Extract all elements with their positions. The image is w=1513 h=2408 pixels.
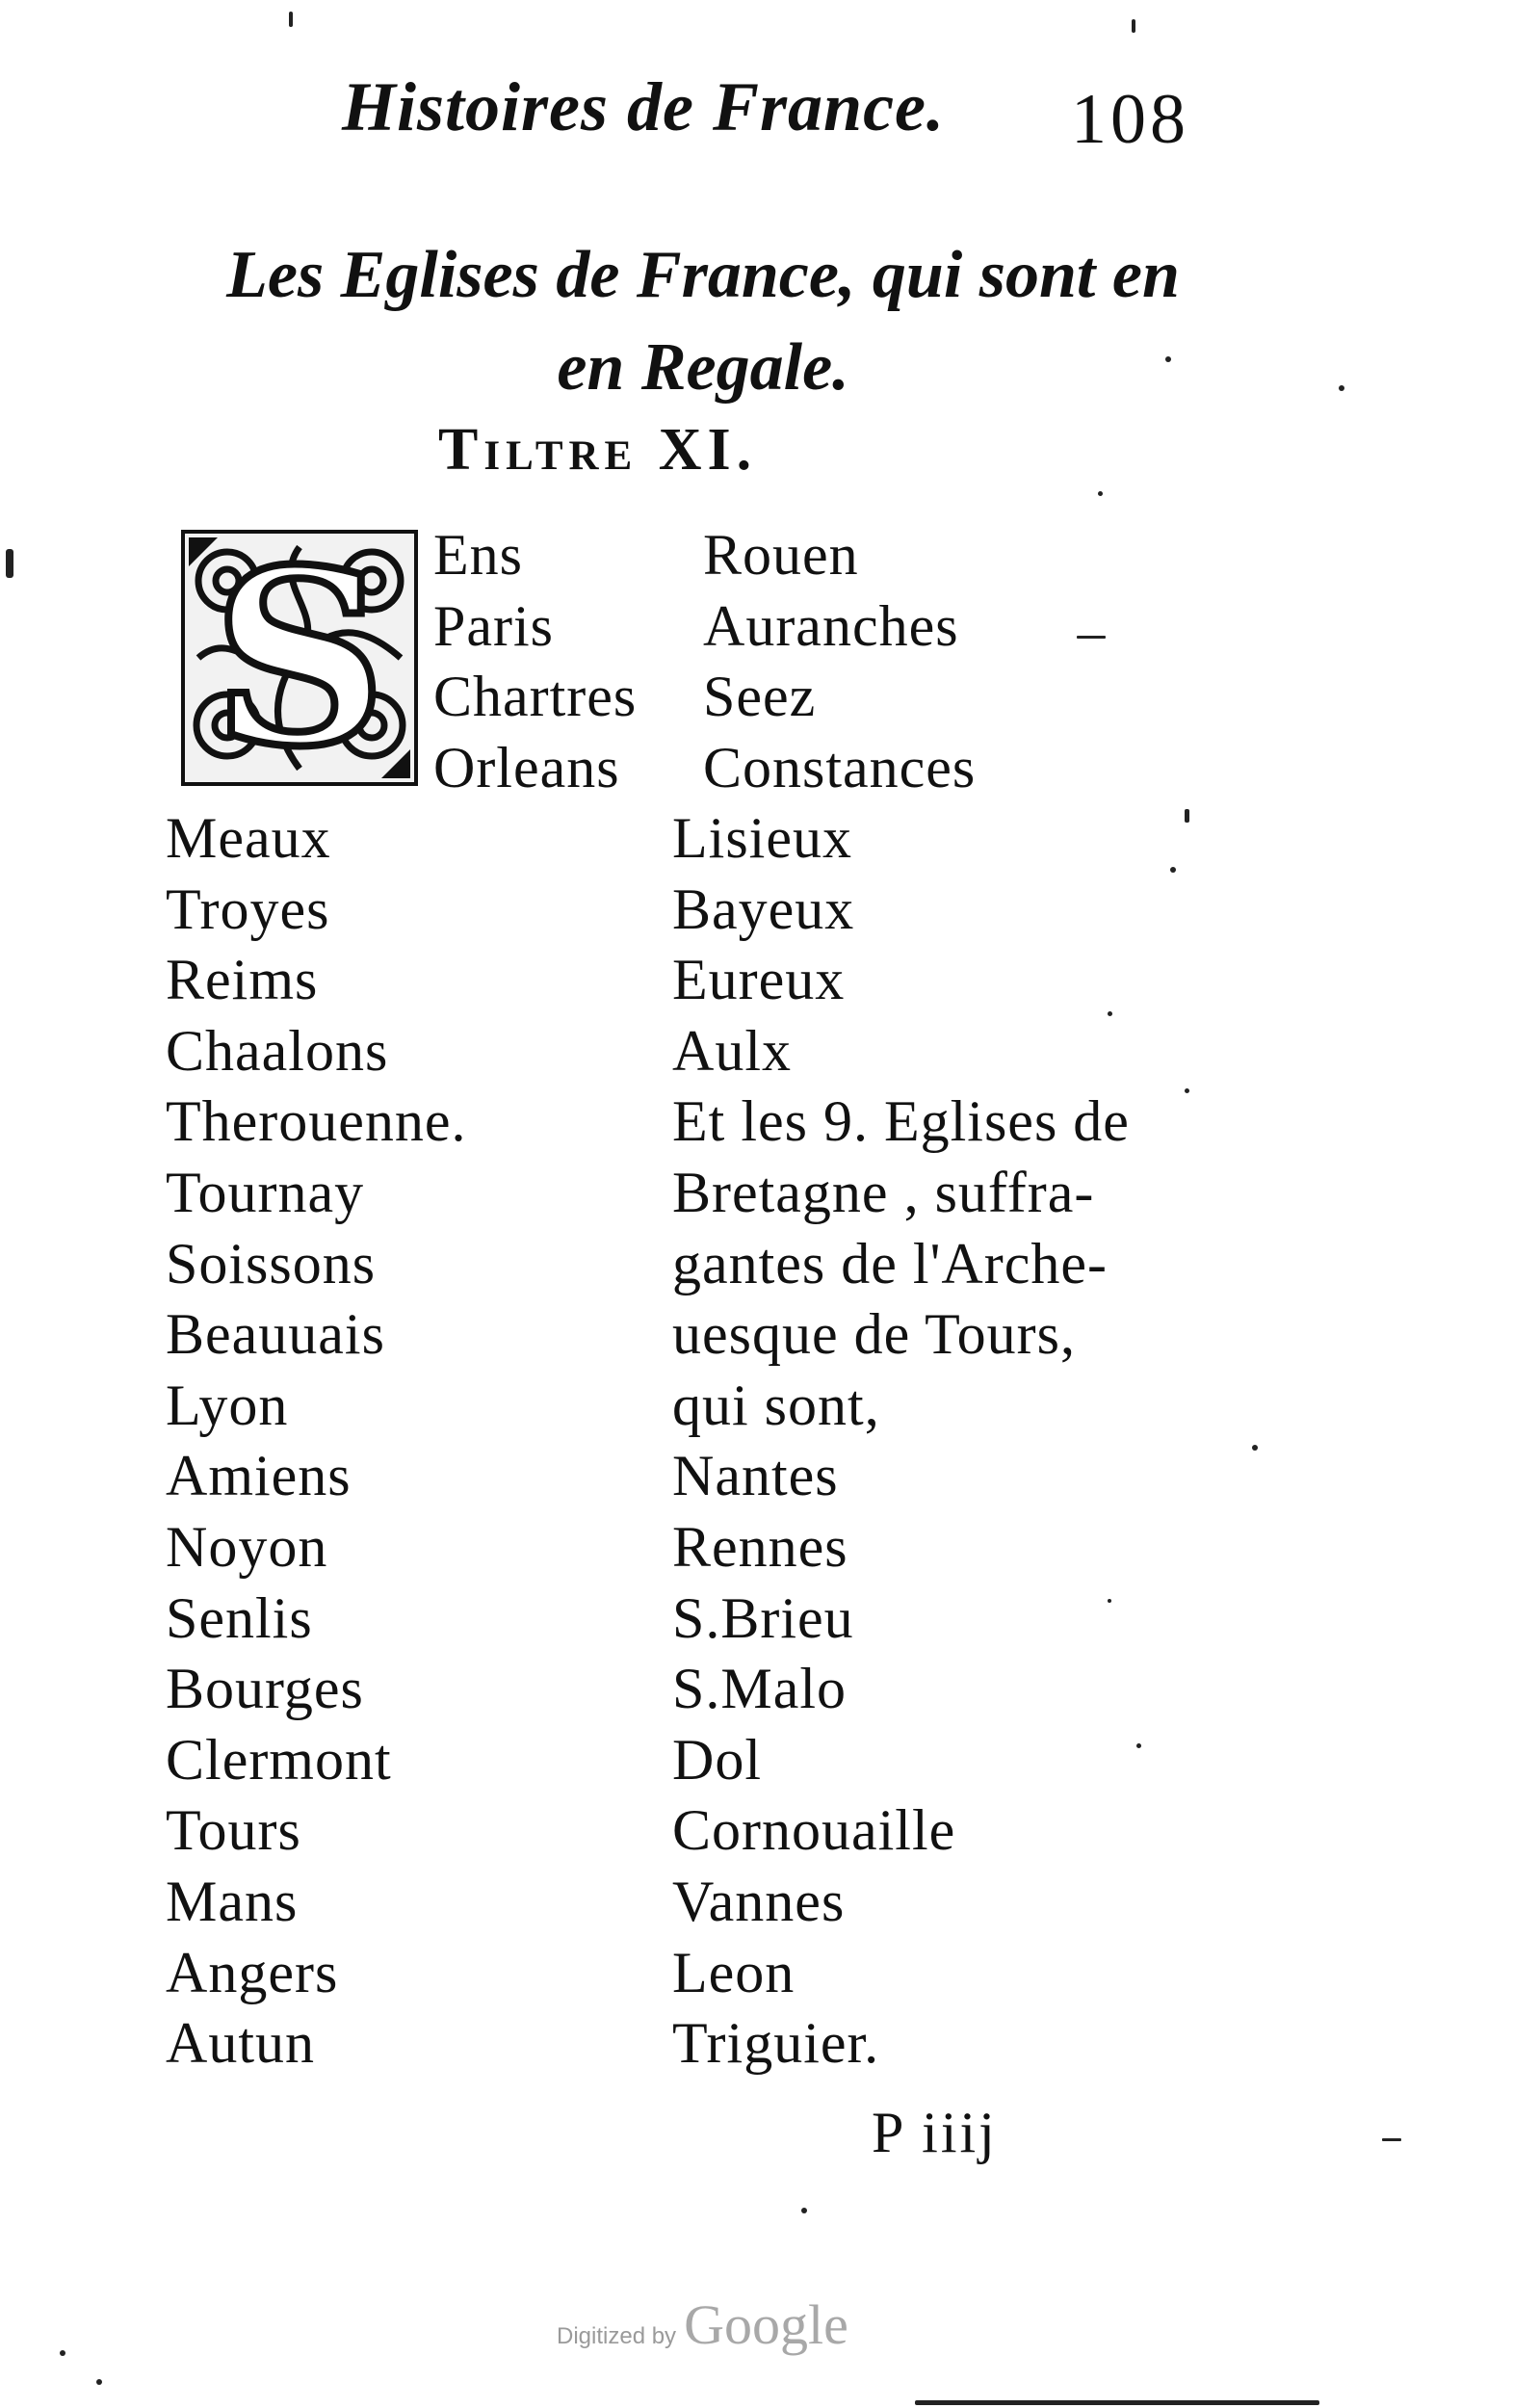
print-speck [801,2208,807,2213]
list-item: Rouen [703,523,859,587]
print-speck [1108,1011,1112,1016]
list-item: Autun [166,2011,315,2076]
running-title: Histoires de France. [342,68,945,145]
list-item: Seez [703,665,817,729]
list-item: qui sont, [672,1373,880,1437]
list-item: Tournay [166,1160,365,1224]
page-number: 108 [1071,80,1189,159]
list-item: Auranches [703,593,959,658]
list-item: Ens [433,523,523,587]
section-title-line-1: Les Eglises de France, qui sont en [226,238,1180,312]
list-item: Nantes [672,1444,839,1508]
print-speck [1339,385,1344,391]
list-item: Lisieux [672,806,852,870]
list-item: Lyon [166,1373,289,1437]
signature-mark: P iiij [872,2101,998,2164]
google-logo: Google [684,2293,848,2356]
print-speck [1132,19,1135,33]
print-speck [1136,1743,1141,1748]
watermark-prefix: Digitized by [557,2323,677,2349]
list-item: Meaux [166,806,331,870]
print-speck [60,2350,65,2356]
print-speck [1382,2138,1401,2141]
print-speck [6,549,13,578]
section-title [222,229,1185,414]
ornamental-drop-cap [179,516,420,799]
list-item: Leon [672,1940,796,2004]
print-speck [1098,491,1103,496]
print-speck [1185,809,1189,823]
list-item: Therouenne. [166,1089,467,1154]
list-item: Bayeux [672,877,855,941]
print-speck [1252,1445,1258,1451]
list-right-top [703,520,976,803]
list-item: Soissons [166,1231,377,1296]
print-speck [1108,1599,1111,1603]
digitized-watermark [557,2292,848,2357]
list-item: Tours [166,1798,301,1863]
list-right [672,803,1130,2080]
list-left-top [433,520,637,803]
print-speck [1077,636,1106,639]
list-left [166,803,467,2080]
section-title-line-2: en Regale. [557,330,849,405]
list-item: Troyes [166,877,330,941]
list-item: S.Malo [672,1657,848,1721]
list-item: Bourges [166,1657,364,1721]
list-item: uesque de Tours, [672,1302,1076,1367]
titre-heading: Tiltre XI. [438,417,758,483]
print-speck [1170,867,1176,873]
list-item: Et les 9. Eglises de [672,1089,1130,1154]
list-item: Clermont [166,1727,392,1792]
list-item: Senlis [166,1585,313,1650]
list-item: Cornouaille [672,1798,956,1863]
list-item: S.Brieu [672,1585,854,1650]
list-item: Chaalons [166,1018,389,1083]
print-speck [1185,1088,1189,1093]
list-item: Orleans [433,735,620,799]
list-item: Chartres [433,665,638,729]
list-item: Eureux [672,948,846,1012]
list-item: Vannes [672,1869,846,1933]
drop-cap-letter: S [212,516,387,799]
list-item: Aulx [672,1018,792,1083]
list-item: Constances [703,735,977,799]
list-item: Bretagne , suffra- [672,1160,1095,1224]
print-speck [1165,356,1171,362]
list-item: Noyon [166,1514,328,1579]
list-item: gantes de l'Arche- [672,1231,1108,1296]
list-item: Amiens [166,1444,352,1508]
list-item: Beauuais [166,1302,385,1367]
list-item: Angers [166,1940,339,2004]
print-speck [96,2379,102,2385]
list-item: Rennes [672,1514,848,1579]
list-item: Dol [672,1727,762,1792]
print-speck [915,2400,1319,2405]
print-speck [289,12,293,27]
list-item: Triguier. [672,2011,880,2076]
list-item: Paris [433,593,554,658]
list-item: Mans [166,1869,299,1933]
list-item: Reims [166,948,319,1012]
